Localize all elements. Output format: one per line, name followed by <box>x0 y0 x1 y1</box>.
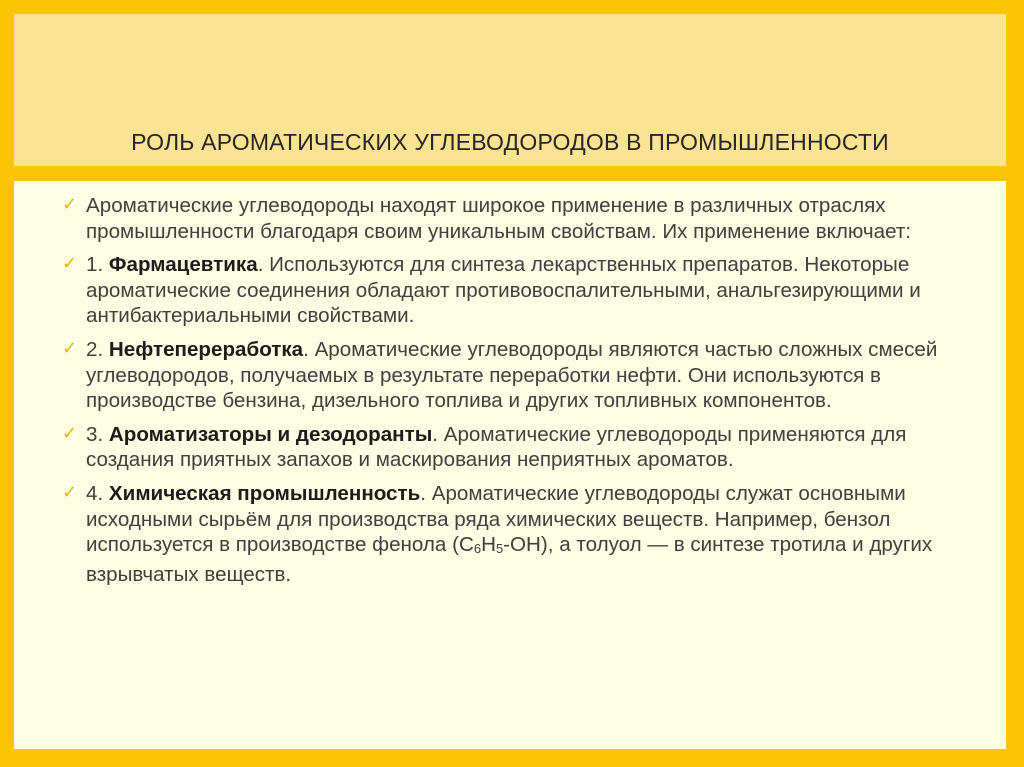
item-term: Нефтепереработка <box>108 337 304 361</box>
checkmark-icon: ✓ <box>62 481 78 502</box>
item-text-after: ), а толуол — в синтезе тротила и других взрывчатых веществ. <box>86 533 933 586</box>
list-item-chemical <box>62 481 946 587</box>
title-band <box>14 14 1006 166</box>
item-text: . Ароматические углеводороды служат основными исходными сырьём для производства ряда химических веществ. Например, бензол используется в производстве фенола ( <box>86 481 906 557</box>
item-number: 2. <box>86 337 104 361</box>
item-term: Фармацевтика <box>108 253 258 277</box>
content-area <box>14 181 1006 749</box>
checkmark-icon: ✓ <box>62 194 78 214</box>
list-item-pharma <box>62 252 946 329</box>
item-number: 4. <box>86 481 104 505</box>
item-text: . Используются для синтеза лекарственных препаратов. Некоторые ароматические соединения обладают противовоспалительными, анальгезирующими и антибактериальными свойствами. <box>86 253 921 328</box>
list-item-intro <box>62 193 946 244</box>
bullet-list <box>62 193 946 587</box>
item-number: 1. <box>86 253 104 277</box>
slide-title: РОЛЬ АРОМАТИЧЕСКИХ УГЛЕВОДОРОДОВ В ПРОМЫШЛЕННОСТИ <box>131 129 889 155</box>
item-number: 3. <box>86 422 104 446</box>
phenol-formula: $C_6H_5-OH$ <box>458 533 541 557</box>
list-item-refining <box>62 337 946 414</box>
list-item-fragrances <box>62 422 946 473</box>
item-term: Химическая промышленность <box>108 481 421 505</box>
item-term: Ароматизаторы и дезодоранты <box>108 422 433 446</box>
intro-text: Ароматические углеводороды находят широкое применение в различных отраслях промышленности благодаря своим уникальным свойствам. Их применение включает: <box>86 194 912 243</box>
item-text: . Ароматические углеводороды являются частью сложных смесей углеводородов, получаемых в результате переработки нефти. Они используются в производстве бензина, дизельного топлива и других топливных компонентов. <box>86 337 938 413</box>
item-text: . Ароматические углеводороды применяются для создания приятных запахов и маскирования неприятных ароматов. <box>86 422 907 472</box>
checkmark-icon: ✓ <box>62 422 78 443</box>
checkmark-icon: ✓ <box>62 253 78 274</box>
checkmark-icon: ✓ <box>62 337 78 358</box>
